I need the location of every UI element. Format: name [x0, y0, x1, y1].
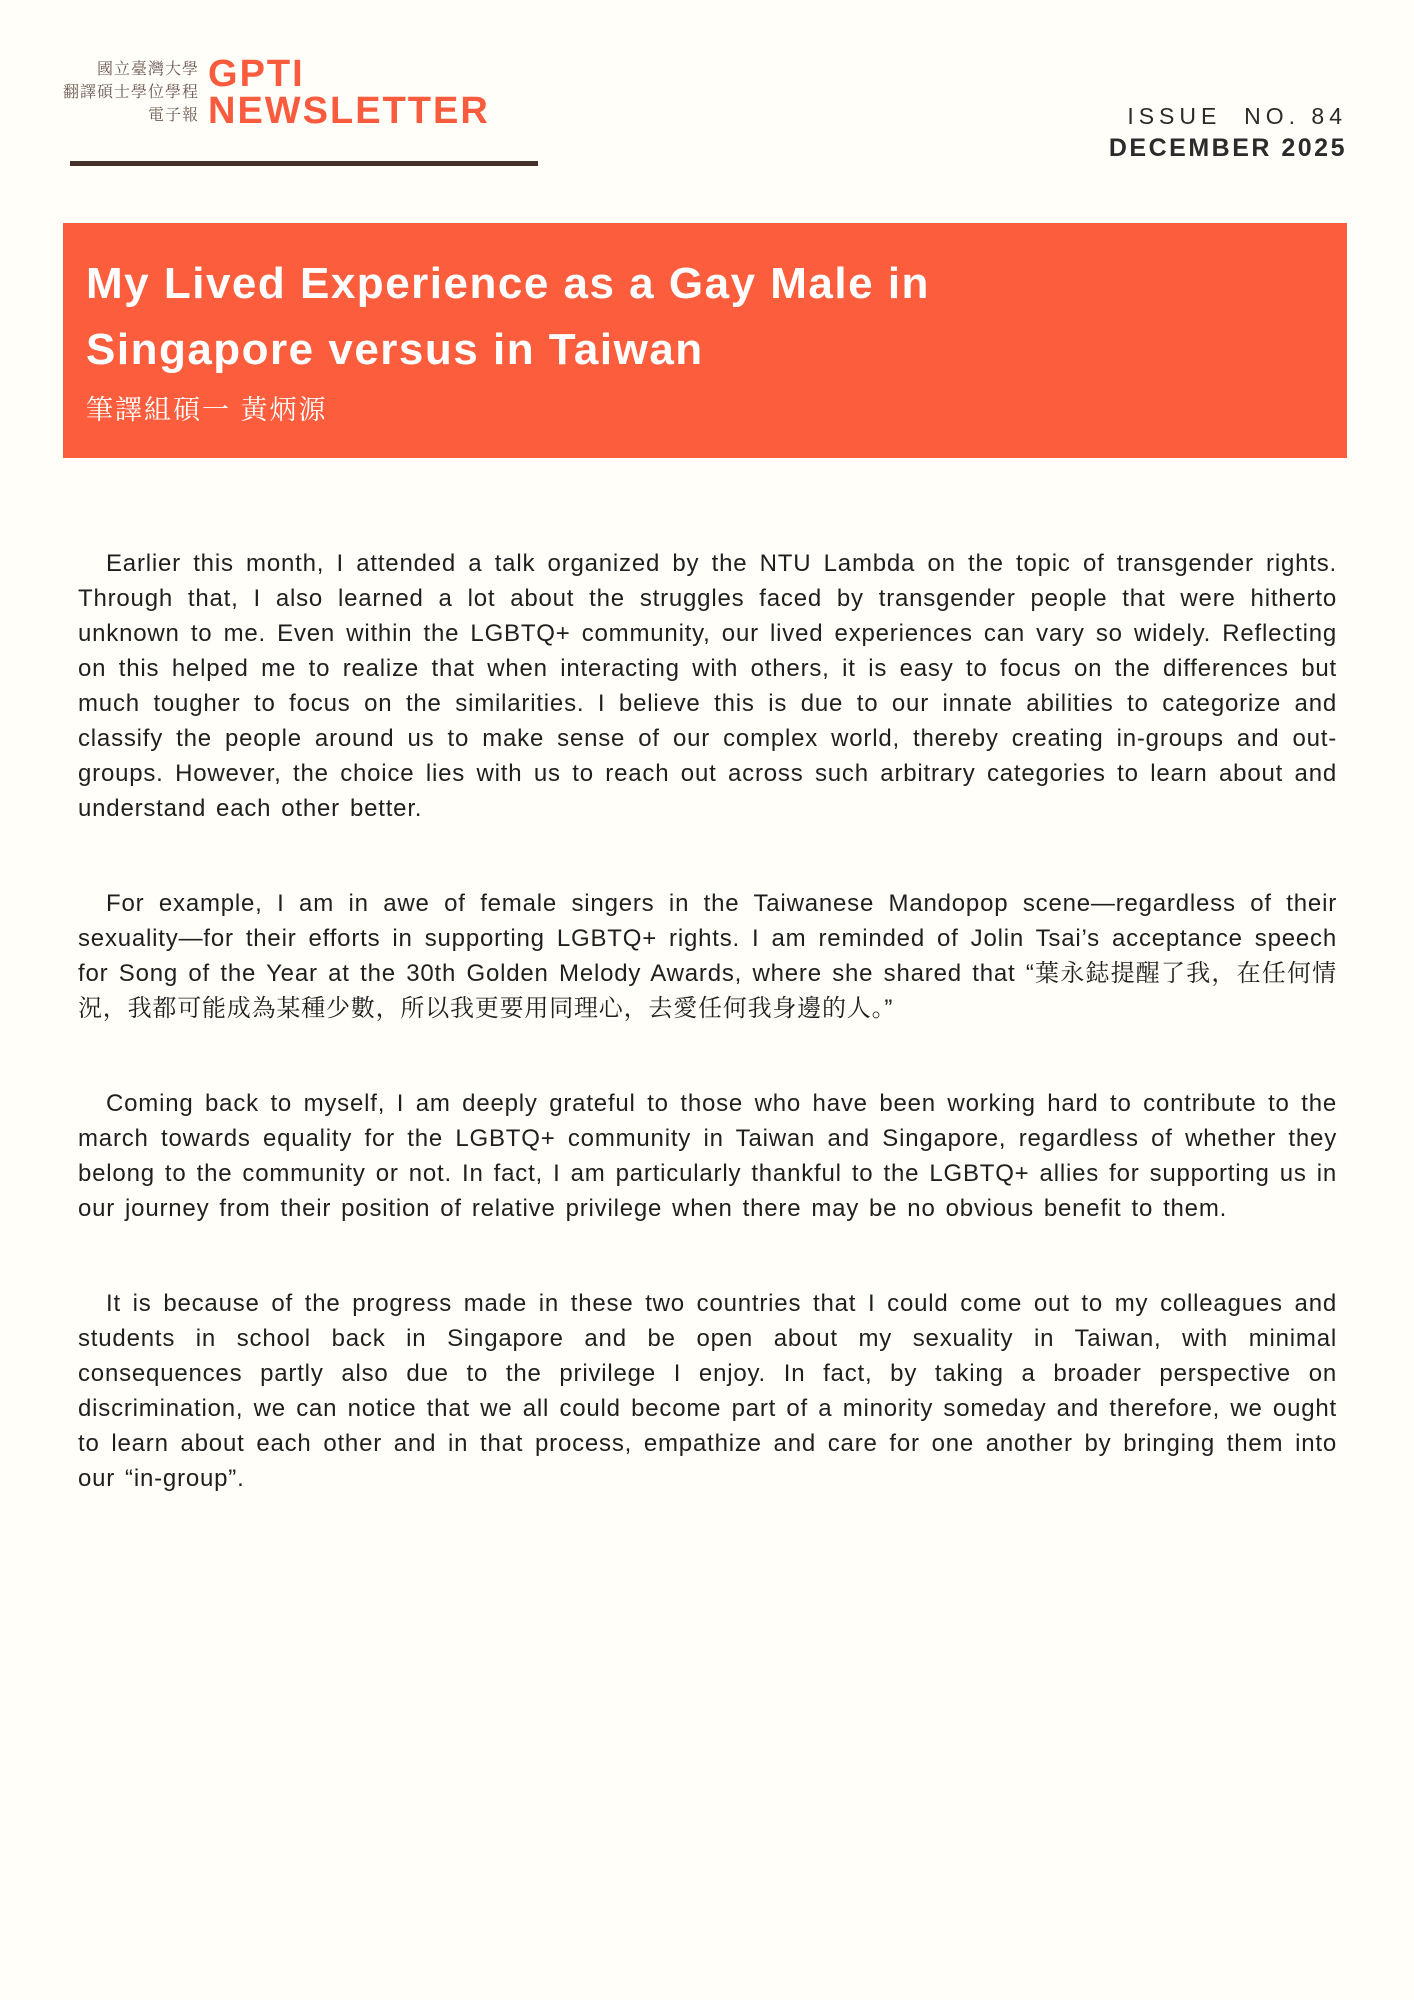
logo-org-line-2: 翻譯碩士學位學程: [63, 84, 200, 101]
logo-org-line-1: 國立臺灣大學: [97, 61, 200, 78]
masthead-divider-rule: [70, 161, 538, 166]
issue-number: ISSUE NO. 84: [1127, 103, 1347, 129]
article-paragraph-4: It is because of the progress made in these two countries that I could come out to my colleagues and students in school back in Singapore and be open about my sexuality in Taiwan, with minimal consequences partly also due to the privilege I enjoy. In fact, by taking a broader perspective on discrimination, we can notice that we all could become part of a minority someday and therefore, we ought to learn about each other and in that process, empathize and care for one another by bringing them into our “in-group”.: [78, 1290, 1337, 1492]
article-body: [78, 546, 1337, 1556]
article-paragraph-1: Earlier this month, I attended a talk organized by the NTU Lambda on the topic of transgender rights. Through that, I also learned a lot about the struggles faced by transgender people that were hitherto unknown to me. Even within the LGBTQ+ community, our lived experiences can vary so widely. Reflecting on this helped me to realize that when interacting with others, it is easy to focus on the differences but much tougher to focus on the similarities. I believe this is due to our innate abilities to categorize and classify the people around us to make sense of our complex world, thereby creating in-groups and out-groups. However, the choice lies with us to reach out across such arbitrary categories to learn about and understand each other better.: [78, 550, 1337, 822]
article-paragraph-3: Coming back to myself, I am deeply grateful to those who have been working hard to contribute to the march towards equality for the LGBTQ+ community in Taiwan and Singapore, regardless of whether they belong to the community or not. In fact, I am particularly thankful to the LGBTQ+ allies for supporting us in our journey from their position of relative privilege when there may be no obvious benefit to them.: [78, 1090, 1337, 1222]
logo-brand-line-1: GPTI: [208, 53, 305, 95]
article-title: [86, 251, 1323, 383]
logo-brand-wordmark: [208, 53, 490, 132]
article-title-line-1: My Lived Experience as a Gay Male in: [86, 259, 930, 308]
article-title-line-2: Singapore versus in Taiwan: [86, 325, 704, 374]
masthead-logo: [63, 53, 490, 132]
issue-date: DECEMBER 2025: [1108, 134, 1347, 162]
article-author-byline: 筆譯組碩一 黃炳源: [86, 395, 328, 425]
article-paragraph-2: For example, I am in awe of female singers in the Taiwanese Mandopop scene—regardless of their sexuality—for their efforts in supporting LGBTQ+ rights. I am reminded of Jolin Tsai’s acceptance speech for Song of the Year at the 30th Golden Melody Awards, where she shared that “葉永鋕提醒了我，在任何情況，我都可能成為某種少數，所以我更要用同理心，去愛任何我身邊的人。”: [78, 890, 1337, 1022]
title-banner: [63, 223, 1347, 458]
logo-brand-line-2: NEWSLETTER: [208, 90, 490, 132]
issue-info: [1109, 103, 1347, 163]
logo-org-name: [63, 58, 199, 130]
logo-org-line-3: 電子報: [148, 107, 200, 124]
